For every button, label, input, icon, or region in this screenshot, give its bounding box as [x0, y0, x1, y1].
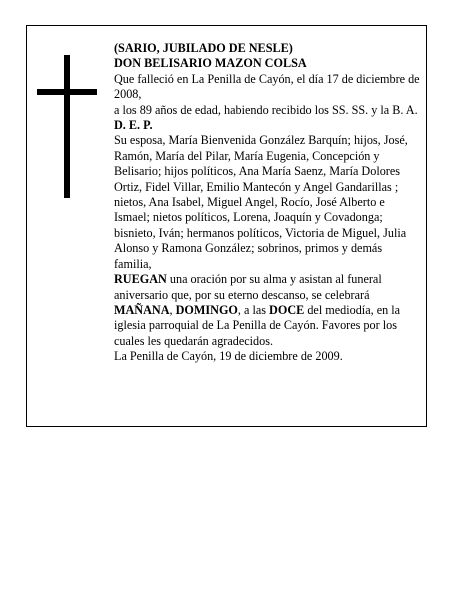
request-text: una oración por su alma y asistan al funeral aniversario que, por su eterno descanso, se celebrará — [114, 272, 382, 302]
obituary-notice — [26, 25, 427, 427]
dateline: La Penilla de Cayón, 19 de diciembre de 2009. — [114, 349, 343, 364]
day-word: MAÑANA — [114, 302, 170, 317]
cross-icon — [37, 55, 97, 198]
rest-in-peace: D. E. P. — [114, 118, 153, 133]
age-details: a los 89 años de edad, habiendo recibido los SS. SS. y la B. A. — [114, 102, 418, 117]
weekday-word: DOMINGO — [175, 302, 238, 317]
deceased-alias: (SARIO, JUBILADO DE NESLE) — [114, 41, 293, 55]
deceased-name: DON BELISARIO MAZON COLSA — [114, 56, 307, 71]
request-word: RUEGAN — [114, 272, 167, 287]
request-paragraph — [114, 272, 422, 349]
obituary-text — [114, 41, 422, 365]
cross-horizontal-bar — [37, 89, 97, 95]
at-text: , a las — [237, 302, 270, 317]
family-list: Su esposa, María Bienvenida González Barquín; hijos, José, Ramón, María del Pilar, María Eugenia, Concepción y Belisario; hijos políticos, Ana María Saenz, María Dolores Ortiz, Fidel Villar, Emilio Mantecón y Angel Gandarillas ; nietos, Ana Isabel, Miguel Angel, Rocío, José Alberto e Ismael; nietos políticos, Lorena, Joaquín y Covadonga; bisnieto, Iván; hermanos políticos, Victoria de Miguel, Julia Alonso y Ramona González; sobrinos, primos y demás familia, — [114, 133, 408, 271]
place-text: del mediodía, en la iglesia parroquial de La Penilla de Cayón. Favores por los cuales les quedarán agradecidos. — [114, 302, 401, 348]
comma-separator: , — [169, 302, 176, 317]
cross-vertical-bar — [64, 55, 70, 198]
death-details: Que falleció en La Penilla de Cayón, el día 17 de diciembre de 2008, — [114, 71, 420, 102]
time-word: DOCE — [269, 302, 305, 317]
